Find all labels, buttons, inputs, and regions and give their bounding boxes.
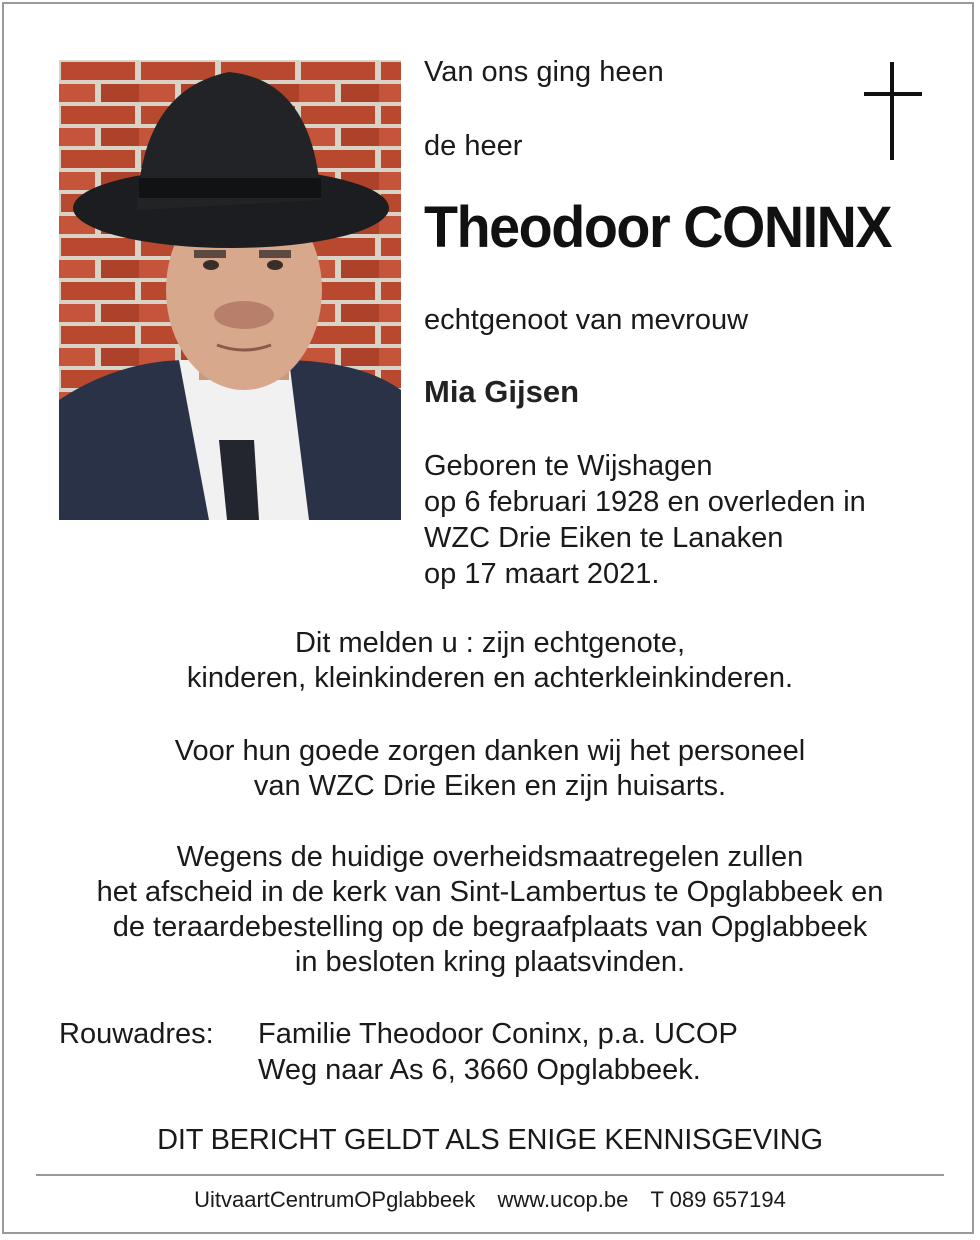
bio-line: Geboren te Wijshagen [424,450,713,482]
footer-company: UitvaartCentrumOPglabbeek [194,1187,476,1212]
message-line: Voor hun goede zorgen danken wij het personeel [174,735,806,767]
address-label: Rouwadres: [59,1018,214,1050]
spouse-name: Mia Gijsen [424,374,580,409]
sole-notice-text: DIT BERICHT GELDT ALS ENIGE KENNISGEVING [157,1124,823,1156]
family-message [0,626,980,696]
divider [36,1174,944,1176]
address-line-2: Weg naar As 6, 3660 Opglabbeek. [258,1054,701,1086]
deceased-name: Theodoor CONINX [424,195,892,260]
footer [0,1186,980,1214]
ceremony-message [0,840,980,980]
message-line: van WZC Drie Eiken en zijn huisarts. [253,770,727,802]
intro-text: Van ons ging heen [424,56,664,88]
message-line: in besloten kring plaatsvinden. [294,946,686,978]
spouse-label: echtgenoot van mevrouw [424,304,749,336]
message-line: het afscheid in de kerk van Sint-Lambertus te Opglabbeek en [96,876,884,908]
bio-line: WZC Drie Eiken te Lanaken [424,522,784,554]
honorific: de heer [424,130,523,162]
thanks-message [0,734,980,804]
message-line: Dit melden u : zijn echtgenote, [294,627,686,659]
portrait-photo [59,60,401,520]
latin-cross-icon [864,62,922,160]
address-line-1: Familie Theodoor Coninx, p.a. UCOP [258,1018,738,1050]
bio-line: op 17 maart 2021. [424,558,660,590]
footer-phone: T 089 657194 [650,1187,786,1212]
bio-line: op 6 februari 1928 en overleden in [424,486,866,518]
message-line: de teraardebestelling op de begraafplaats van Opglabbeek [112,911,868,943]
biography [424,448,866,592]
message-line: kinderen, kleinkinderen en achterkleinkinderen. [186,662,794,694]
footer-website[interactable]: www.ucop.be [497,1187,629,1212]
message-line: Wegens de huidige overheidsmaatregelen zullen [176,841,804,873]
